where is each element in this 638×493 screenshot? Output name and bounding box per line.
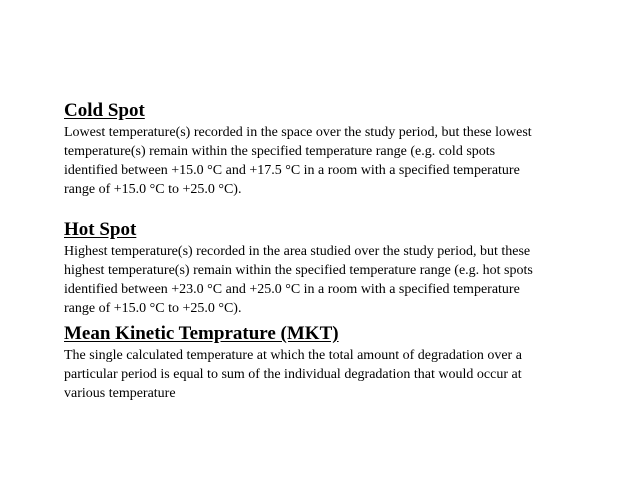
definition-line: range of +15.0 °C to +25.0 °C). [64, 301, 242, 316]
definition-line: identified between +15.0 °C and +17.5 °C in a room with a specified temperature [64, 163, 520, 178]
definition-line: temperature(s) remain within the specified temperature range (e.g. cold spots [64, 144, 496, 159]
hot-spot-definition [64, 242, 564, 318]
definition-line: identified between +23.0 °C and +25.0 °C in a room with a specified temperature [64, 282, 520, 297]
definition-line: particular period is equal to sum of the individual degradation that would occur at [64, 367, 522, 382]
definition-line: Lowest temperature(s) recorded in the space over the study period, but these lowest [64, 125, 532, 140]
mkt-definition [64, 346, 564, 403]
hot-spot-heading: Hot Spot [64, 219, 137, 240]
mkt-heading: Mean Kinetic Temprature (MKT) [64, 323, 339, 344]
cold-spot-section [64, 99, 564, 199]
cold-spot-heading: Cold Spot [64, 100, 145, 121]
definition-line: Highest temperature(s) recorded in the area studied over the study period, but these [64, 244, 531, 259]
definition-line: highest temperature(s) remain within the specified temperature range (e.g. hot spots [64, 263, 533, 278]
definition-line: various temperature [64, 386, 176, 401]
mkt-section [64, 322, 564, 403]
hot-spot-section [64, 218, 564, 318]
cold-spot-definition [64, 123, 564, 199]
definition-line: range of +15.0 °C to +25.0 °C). [64, 182, 242, 197]
definition-line: The single calculated temperature at which the total amount of degradation over a [64, 348, 522, 363]
